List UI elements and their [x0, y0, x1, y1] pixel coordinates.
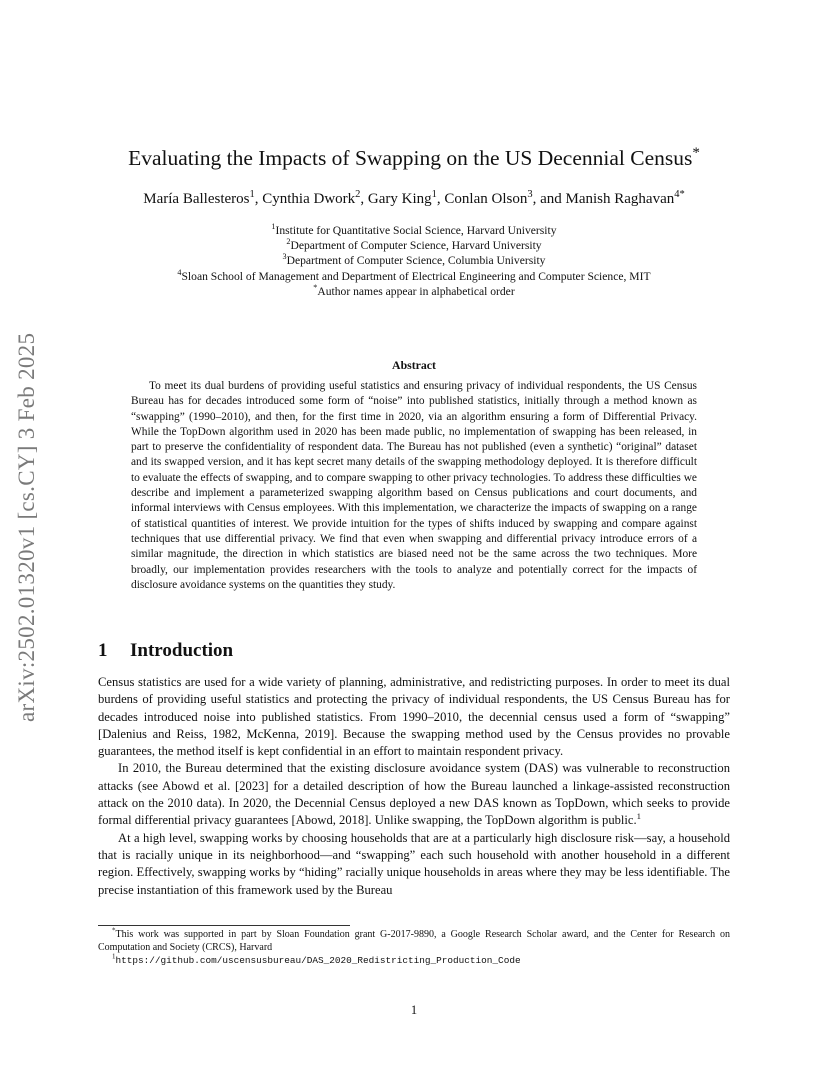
affiliation-text: Department of Computer Science, Columbia University [286, 254, 546, 268]
author-affiliation-mark: 1 [431, 189, 437, 200]
author-separator: , and [532, 191, 566, 207]
footnote-reference[interactable]: 1 [636, 811, 642, 822]
author-affiliation-mark: 1 [249, 189, 255, 200]
footnotes [98, 928, 730, 967]
affiliation-text: Sloan School of Management and Department of Electrical Engineering and Computer Science, MIT [181, 269, 651, 283]
affiliation-list [60, 223, 768, 299]
author-affiliation-mark: 3 [527, 189, 533, 200]
paragraph-text: In 2010, the Bureau determined that the existing disclosure avoidance system (DAS) was vulnerable to reconstruction attacks (see Abowd et al. [2023] for a detailed description of how the Bureau launched a linkage-assisted reconstruction attack on the 2010 data). In 2020, the Decennial Census deployed a new DAS known as TopDown, which seeks to provide formal differential privacy guarantees [Abowd, 2018]. Unlike swapping, the TopDown algorithm is public. [98, 761, 730, 828]
author-name: Gary King [367, 191, 432, 207]
author-separator: , [436, 191, 445, 207]
page-number: 1 [410, 1003, 418, 1017]
affiliation-line [60, 238, 768, 253]
footnote-mark: 1 [112, 952, 116, 961]
affiliation-mark: 1 [271, 222, 276, 232]
author-name: Cynthia Dwork [262, 191, 356, 207]
affiliation-line [60, 253, 768, 268]
body-paragraph [98, 760, 730, 829]
affiliation-line [60, 223, 768, 238]
author-affiliation-mark: 2 [355, 189, 361, 200]
affiliation-mark: 2 [286, 237, 291, 247]
footnote [98, 928, 730, 954]
author-name: Manish Raghavan [565, 191, 675, 207]
abstract-heading: Abstract [392, 358, 436, 372]
footnote [98, 954, 730, 967]
arxiv-identifier: arXiv:2502.01320v1 [cs.CY] 3 Feb 2025 [14, 332, 39, 722]
author-name: Conlan Olson [444, 191, 528, 207]
affiliation-text: Department of Computer Science, Harvard University [290, 239, 542, 253]
title-text: Evaluating the Impacts of Swapping on the US Decennial Census [128, 146, 693, 170]
section-body [98, 674, 730, 899]
section-title: Introduction [130, 640, 234, 661]
author-list [60, 191, 768, 208]
author-name: María Ballesteros [143, 191, 250, 207]
affiliation-text: Institute for Quantitative Social Science, Harvard University [275, 224, 557, 237]
affiliation-mark: 3 [282, 252, 287, 262]
body-paragraph [98, 674, 730, 760]
affiliation-line [60, 284, 768, 299]
section-heading [98, 640, 233, 662]
footnote-text: This work was supported in part by Sloan Foundation grant G-2017-9890, a Google Research Scholar award, and the Center for Research on Computation and Society (CRCS), Harvard [98, 929, 730, 953]
author-separator: , [254, 191, 263, 207]
abstract-text: To meet its dual burdens of providing useful statistics and ensuring privacy of individual respondents, the US Census Bureau has for decades introduced some form of “noise” into published statistics, initially through a method known as “swapping” (1990–2010), and then, for the first time in 2020, via an algorithm ensuring a form of Differential Privacy. While the TopDown algorithm used in 2020 has been made public, no implementation of swapping has been released, in part to preserve the confidentiality of respondent data. The Bureau has not published (even a synthetic) “original” dataset and its swapped version, and it has kept secret many details of the swapping methodology deployed. It is therefore difficult to evaluate the effects of swapping, and to compare swapping to other privacy technologies. To address these difficulties we describe and implement a parameterized swapping algorithm based on Census publications and court documents, and informal interviews with Census employees. With this implementation, we characterize the impacts of swapping on a range of statistical quantities of interest. We provide intuition for the types of shifts induced by swapping and compare against techniques that use differential privacy. We find that even when swapping and differential privacy introduce errors of a similar magnitude, the direction in which statistics are biased need not be the same across the two techniques. More broadly, our implementation provides researchers with the tools to analyze and potentially correct for the impacts of disclosure avoidance systems on the quantities they study. [131, 380, 697, 591]
affiliation-line [60, 269, 768, 284]
section-number: 1 [98, 640, 108, 661]
paragraph-text: Census statistics are used for a wide variety of planning, administrative, and redistricting purposes. In order to meet its dual burdens of providing useful statistics and protecting the privacy of individual respondents, the US Census Bureau has for decades introduced noise into published statistics. From 1990–2010, the decennial census used a form of “swapping” [Dalenius and Reiss, 1982, McKenna, 2019]. Because the swapping method used by the Census provides no provable guarantees, the method itself is kept confidential in an effort to maintain respondent privacy. [98, 675, 730, 759]
author-affiliation-mark: 4* [674, 189, 685, 200]
author-separator: , [360, 191, 368, 207]
affiliation-text: Author names appear in alphabetical order [317, 284, 515, 298]
title-footnote-mark: * [692, 144, 700, 161]
affiliation-mark: 4 [177, 267, 182, 277]
footnote-url-link[interactable]: https://github.com/uscensusbureau/DAS_2020_Redistricting_Production_Code [115, 955, 521, 966]
paragraph-text: At a high level, swapping works by choosing households that are at a particularly high disclosure risk—say, a household that is racially unique in its neighborhood—and “swapping” each such household with another household in a different region. Effectively, swapping works by “hiding” racially unique households in areas where they may be less identifiable. The precise instantiation of this framework used by the Bureau [98, 830, 730, 897]
footnote-mark: * [112, 926, 116, 935]
affiliation-mark: * [313, 282, 318, 292]
footnote-rule [98, 925, 350, 926]
paper-title [60, 146, 768, 171]
body-paragraph [98, 830, 730, 899]
